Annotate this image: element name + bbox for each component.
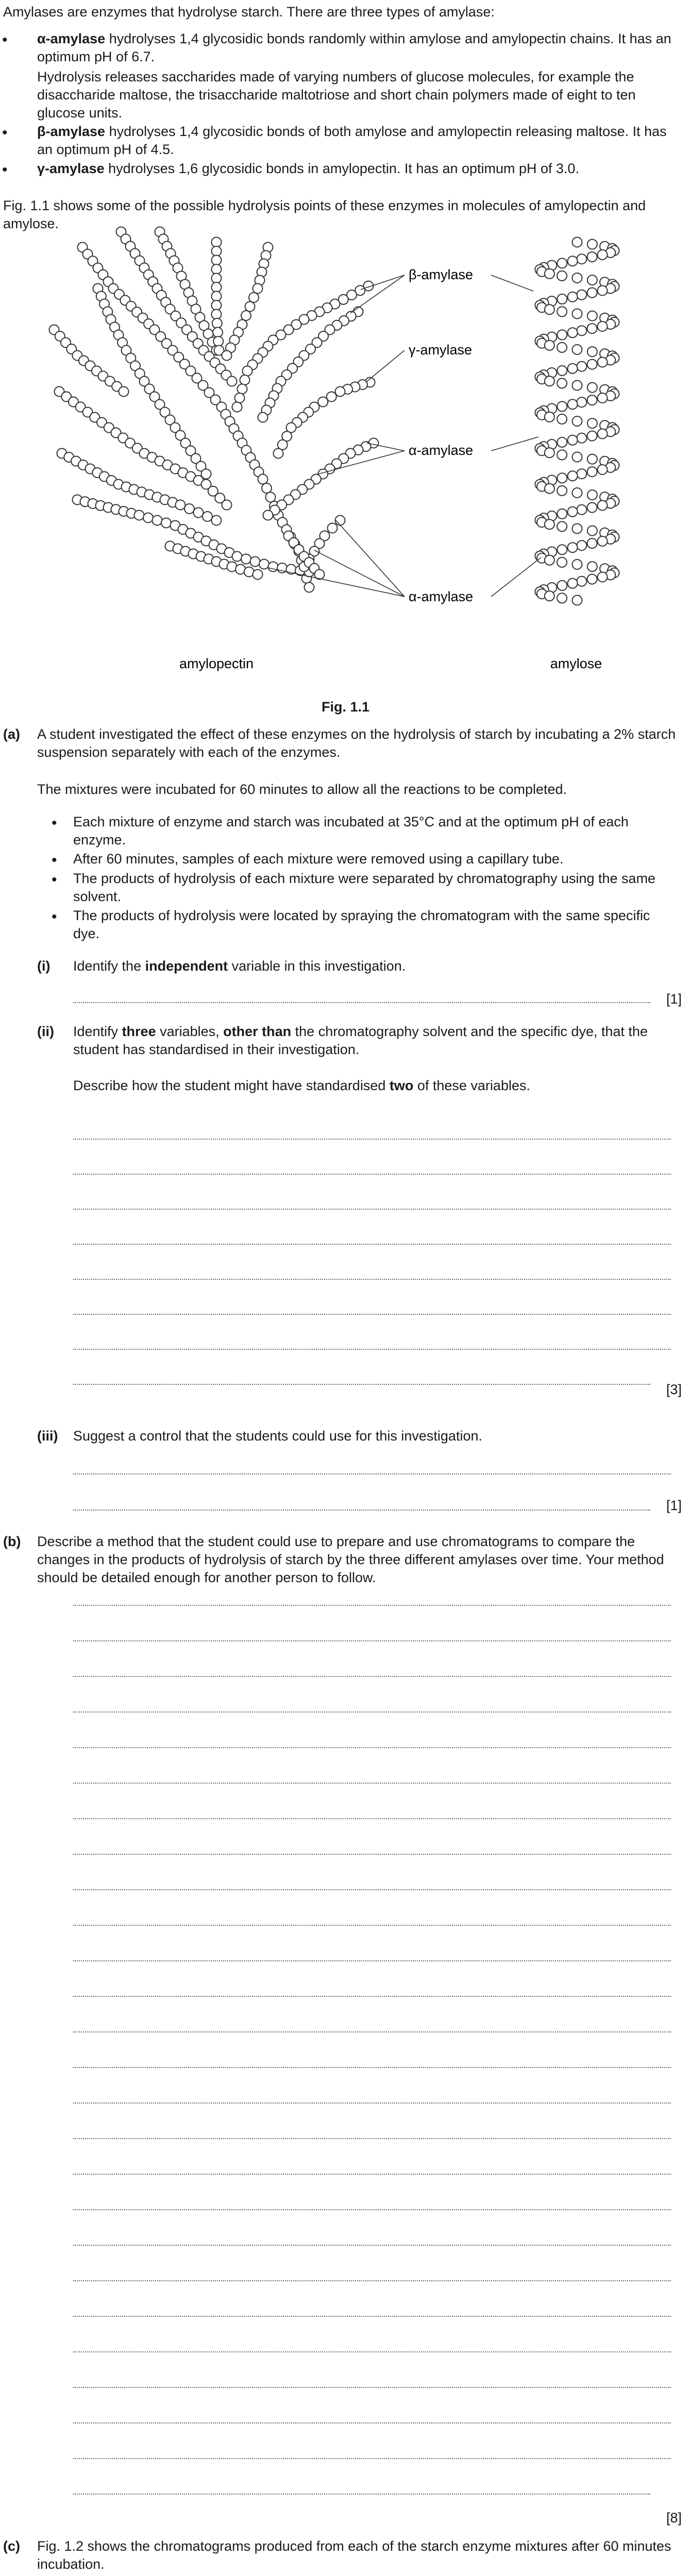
- question-a-ii-number: (ii): [37, 1024, 54, 1039]
- glucose-bead: [568, 435, 578, 445]
- answer-line[interactable]: [73, 2494, 650, 2495]
- glucose-bead: [587, 574, 597, 584]
- glucose-bead: [572, 345, 582, 354]
- answer-line[interactable]: [73, 2209, 671, 2210]
- glucose-bead: [598, 321, 608, 331]
- answer-line[interactable]: [73, 2351, 671, 2352]
- glucose-bead: [587, 526, 597, 536]
- alpha-amylase-products: Hydrolysis releases saccharides made of varying numbers of glucose molecules, for example the disaccharide maltose, the trisaccharide maltotriose and short chain polymers made of eight to ten glucose units.: [37, 69, 636, 121]
- amylopectin-amylose-diagram: [0, 0, 691, 670]
- glucose-bead: [598, 429, 608, 439]
- glucose-bead: [598, 358, 608, 367]
- glucose-bead: [587, 324, 597, 333]
- glucose-bead: [557, 307, 567, 316]
- glucose-bead: [557, 437, 567, 447]
- alpha-amylase-text: α-amylase hydrolyses 1,4 glycosidic bonds randomly within amylose and amylopectin chains. It has an optimum pH of 6.7.: [37, 31, 671, 65]
- question-c-text: Fig. 1.2 shows the chromatograms produced from each of the starch enzyme mixtures after 60 minutes incubation.: [37, 2538, 671, 2572]
- question-a-number: (a): [3, 726, 20, 742]
- glucose-bead: [577, 290, 586, 300]
- answer-line[interactable]: [73, 1349, 671, 1350]
- label-amylose: amylose: [550, 656, 602, 671]
- glucose-bead: [598, 250, 608, 260]
- glucose-bead: [153, 516, 162, 526]
- answer-line[interactable]: [73, 2280, 671, 2281]
- method-bullet-3: The products of hydrolysis of each mixture were separated by chromatography using the same solvent.: [73, 871, 656, 905]
- glucose-bead: [274, 449, 283, 459]
- glucose-bead: [545, 412, 554, 422]
- answer-line[interactable]: [73, 1314, 671, 1315]
- glucose-bead: [557, 294, 567, 304]
- mark-allocation: [1]: [666, 1498, 682, 1513]
- question-a-ii-describe: Describe how the student might have standardised two of these variables.: [73, 1078, 530, 1093]
- glucose-bead: [203, 512, 212, 521]
- answer-line[interactable]: [73, 1473, 671, 1475]
- glucose-chains: [49, 227, 619, 605]
- glucose-bead: [587, 360, 597, 369]
- glucose-bead: [545, 484, 554, 494]
- glucose-bead: [328, 523, 338, 533]
- glucose-bead: [222, 351, 232, 361]
- answer-line[interactable]: [73, 1209, 671, 1210]
- glucose-bead: [587, 240, 597, 249]
- glucose-bead: [598, 536, 608, 546]
- glucose-bead: [568, 364, 578, 374]
- glucose-bead: [587, 252, 597, 262]
- answer-line[interactable]: [73, 2067, 671, 2068]
- answer-line[interactable]: [73, 2387, 671, 2388]
- glucose-bead: [545, 269, 554, 279]
- glucose-bead: [577, 577, 586, 586]
- glucose-bead: [568, 543, 578, 552]
- question-a-i-number: (i): [37, 958, 50, 974]
- glucose-bead: [587, 288, 597, 298]
- glucose-bead: [232, 552, 242, 562]
- answer-line[interactable]: [73, 1854, 671, 1855]
- glucose-bead: [577, 505, 586, 515]
- glucose-bead: [557, 343, 567, 352]
- glucose-bead: [577, 362, 586, 371]
- glucose-bead: [134, 511, 144, 520]
- answer-line[interactable]: [73, 2458, 671, 2459]
- answer-line[interactable]: [73, 2174, 671, 2175]
- label-amylopectin: amylopectin: [179, 656, 254, 671]
- answer-line[interactable]: [73, 2031, 671, 2032]
- glucose-bead: [568, 579, 578, 588]
- label-alpha-amylase-1: α-amylase: [409, 443, 474, 458]
- glucose-bead: [557, 258, 567, 268]
- glucose-bead: [572, 452, 582, 462]
- glucose-bead: [222, 500, 232, 510]
- glucose-bead: [232, 402, 242, 412]
- glucose-bead: [572, 488, 582, 498]
- glucose-bead: [568, 399, 578, 409]
- glucose-bead: [587, 311, 597, 321]
- answer-line[interactable]: [73, 1747, 671, 1748]
- mark-allocation: [3]: [666, 1382, 682, 1397]
- glucose-bead: [557, 581, 567, 590]
- glucose-bead: [212, 516, 222, 526]
- answer-line[interactable]: [73, 2103, 671, 2104]
- glucose-bead: [598, 286, 608, 296]
- method-bullet-1: Each mixture of enzyme and starch was incubated at 35°C and at the optimum pH of each enzyme.: [73, 814, 629, 848]
- bullet: •: [2, 124, 8, 141]
- gamma-amylase-text: γ-amylase hydrolyses 1,6 glycosidic bonds in amylopectin. It has an optimum pH of 3.0.: [37, 161, 580, 176]
- glucose-bead: [249, 293, 259, 302]
- glucose-bead: [557, 486, 567, 496]
- glucose-bead: [598, 393, 608, 403]
- answer-line[interactable]: [73, 1279, 671, 1280]
- glucose-bead: [335, 387, 345, 397]
- question-a-i-text: Identify the independent variable in this investigation.: [73, 958, 406, 974]
- glucose-bead: [241, 311, 251, 320]
- glucose-bead: [243, 366, 252, 376]
- glucose-bead: [587, 538, 597, 548]
- answer-line[interactable]: [73, 1818, 671, 1819]
- answer-line[interactable]: [73, 1174, 671, 1175]
- glucose-bead: [212, 310, 222, 319]
- bullet: •: [2, 161, 8, 178]
- glucose-bead: [213, 328, 223, 337]
- glucose-bead: [587, 395, 597, 405]
- glucose-bead: [577, 433, 586, 443]
- glucose-bead: [545, 304, 554, 314]
- glucose-bead: [212, 256, 222, 265]
- answer-line[interactable]: [73, 1676, 671, 1677]
- bullet: •: [52, 852, 57, 869]
- glucose-bead: [545, 448, 554, 457]
- glucose-bead: [557, 521, 567, 531]
- answer-line[interactable]: [73, 1002, 650, 1003]
- glucose-bead: [184, 504, 194, 514]
- glucose-bead: [598, 572, 608, 582]
- answer-line[interactable]: [73, 2138, 671, 2139]
- glucose-bead: [258, 413, 268, 422]
- glucose-bead: [587, 467, 597, 477]
- glucose-bead: [227, 377, 237, 386]
- glucose-bead: [587, 275, 597, 285]
- answer-line[interactable]: [73, 1925, 671, 1926]
- glucose-bead: [557, 330, 567, 340]
- answer-line[interactable]: [73, 1244, 671, 1245]
- glucose-bead: [259, 560, 269, 569]
- incubation-note: The mixtures were incubated for 60 minutes to allow all the reactions to be completed.: [37, 782, 567, 797]
- glucose-bead: [587, 503, 597, 513]
- answer-line[interactable]: [73, 1510, 650, 1511]
- glucose-bead: [318, 397, 328, 407]
- glucose-bead: [235, 393, 245, 403]
- glucose-bead: [266, 493, 276, 502]
- glucose-bead: [545, 376, 554, 386]
- glucose-bead: [598, 501, 608, 511]
- glucose-bead: [161, 518, 171, 528]
- glucose-bead: [587, 562, 597, 571]
- glucose-bead: [557, 593, 567, 603]
- question-a-stem: A student investigated the effect of these enzymes on the hydrolysis of starch by incubating a 2% starch suspension separately with each of the enzymes.: [37, 726, 676, 760]
- glucose-bead: [572, 273, 582, 283]
- question-c-number: (c): [3, 2538, 20, 2554]
- glucose-bead: [587, 490, 597, 500]
- glucose-bead: [557, 545, 567, 554]
- glucose-bead: [119, 387, 129, 397]
- question-a-ii-text: Identify three variables, other than the chromatography solvent and the specific dye, that the student has standardised in their investigation.: [73, 1024, 648, 1058]
- glucose-bead: [572, 560, 582, 569]
- glucose-bead: [194, 508, 204, 518]
- pointer-lines: [268, 275, 541, 597]
- glucose-bead: [212, 300, 222, 310]
- answer-line[interactable]: [73, 1960, 671, 1961]
- glucose-bead: [557, 271, 567, 281]
- question-a-iii-text: Suggest a control that the students could use for this investigation.: [73, 1428, 482, 1444]
- glucose-bead: [557, 450, 567, 460]
- glucose-bead: [568, 471, 578, 481]
- beta-amylase-text: β-amylase hydrolyses 1,4 glycosidic bonds of both amylose and amylopectin releasing maltose. It has an optimum pH of 4.5.: [37, 124, 667, 158]
- method-bullet-2: After 60 minutes, samples of each mixture were removed using a capillary tube.: [73, 851, 564, 867]
- bullet: •: [52, 908, 57, 925]
- glucose-bead: [262, 483, 272, 493]
- answer-line[interactable]: [73, 2316, 671, 2317]
- glucose-bead: [212, 274, 222, 283]
- glucose-bead: [258, 474, 268, 484]
- glucose-bead: [568, 256, 578, 266]
- glucose-bead: [253, 570, 263, 580]
- glucose-bead: [212, 292, 222, 301]
- answer-line[interactable]: [73, 1783, 671, 1784]
- glucose-bead: [212, 318, 222, 328]
- glucose-bead: [557, 557, 567, 567]
- glucose-bead: [305, 583, 314, 592]
- glucose-bead: [240, 375, 250, 385]
- glucose-bead: [212, 282, 222, 292]
- glucose-bead: [587, 418, 597, 428]
- answer-line[interactable]: [73, 1996, 671, 1997]
- glucose-bead: [587, 454, 597, 464]
- glucose-bead: [557, 473, 567, 483]
- glucose-bead: [263, 511, 273, 520]
- glucose-bead: [577, 469, 586, 479]
- glucose-bead: [557, 401, 567, 411]
- fig-1-1-caption: Fig. 1.1: [321, 699, 370, 715]
- answer-line[interactable]: [73, 1640, 671, 1641]
- method-bullet-4: The products of hydrolysis were located by spraying the chromatogram with the same specific dye.: [73, 908, 650, 942]
- glucose-bead: [545, 519, 554, 529]
- mark-allocation: [1]: [666, 991, 682, 1007]
- glucose-bead: [335, 516, 345, 526]
- glucose-bead: [238, 384, 247, 394]
- answer-line[interactable]: [73, 1889, 671, 1890]
- answer-line[interactable]: [73, 1605, 671, 1606]
- question-b-number: (b): [3, 1534, 21, 1549]
- glucose-bead: [572, 381, 582, 391]
- glucose-bead: [241, 554, 251, 564]
- question-a-iii-number: (iii): [37, 1428, 58, 1444]
- answer-line[interactable]: [73, 1139, 671, 1140]
- glucose-bead: [568, 507, 578, 517]
- glucose-bead: [577, 397, 586, 407]
- bullet: •: [52, 871, 57, 888]
- glucose-bead: [598, 465, 608, 474]
- bullet: •: [52, 815, 57, 832]
- glucose-bead: [587, 383, 597, 393]
- glucose-bead: [572, 524, 582, 534]
- glucose-bead: [212, 264, 222, 274]
- glucose-bead: [557, 509, 567, 519]
- mark-allocation: [8]: [666, 2510, 682, 2526]
- answer-line[interactable]: [73, 1384, 650, 1385]
- answer-line[interactable]: [73, 2422, 671, 2424]
- label-alpha-amylase-2: α-amylase: [409, 589, 474, 604]
- glucose-bead: [568, 328, 578, 337]
- label-beta-amylase: β-amylase: [409, 267, 474, 282]
- glucose-bead: [587, 431, 597, 441]
- glucose-bead: [545, 591, 554, 601]
- glucose-bead: [176, 500, 186, 510]
- glucose-bead: [557, 378, 567, 388]
- glucose-bead: [557, 366, 567, 376]
- glucose-bead: [572, 596, 582, 605]
- glucose-bead: [572, 238, 582, 247]
- glucose-bead: [545, 341, 554, 350]
- intro-lead: Amylases are enzymes that hydrolyse starch. There are three types of amylase:: [3, 4, 495, 20]
- fig-reference: Fig. 1.1 shows some of the possible hydrolysis points of these enzymes in molecules of amylopectin and amylose.: [3, 198, 646, 232]
- glucose-bead: [577, 326, 586, 335]
- glucose-bead: [572, 416, 582, 426]
- glucose-bead: [568, 292, 578, 302]
- glucose-bead: [268, 562, 278, 572]
- bullet: •: [2, 31, 8, 48]
- glucose-bead: [245, 302, 255, 312]
- glucose-bead: [253, 284, 263, 294]
- glucose-bead: [212, 246, 222, 256]
- glucose-bead: [213, 336, 223, 346]
- answer-line[interactable]: [73, 1711, 671, 1713]
- glucose-bead: [577, 254, 586, 264]
- glucose-bead: [557, 414, 567, 424]
- label-gamma-amylase: γ-amylase: [409, 342, 473, 358]
- glucose-bead: [143, 513, 153, 523]
- glucose-bead: [212, 238, 222, 247]
- glucose-bead: [572, 309, 582, 319]
- glucose-bead: [545, 555, 554, 565]
- question-b-text: Describe a method that the student could use to prepare and use chromatograms to compare the changes in the products of hydrolysis of starch by the three different amylases over time. Your method should be detailed enough for another person to follow.: [37, 1534, 664, 1586]
- answer-line[interactable]: [73, 2245, 671, 2246]
- glucose-bead: [577, 540, 586, 550]
- glucose-bead: [587, 347, 597, 357]
- glucose-bead: [250, 557, 260, 567]
